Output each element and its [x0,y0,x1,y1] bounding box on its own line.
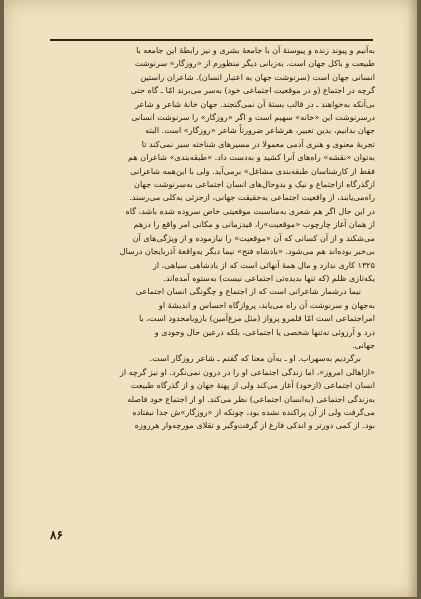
paragraph-start-line: نیما درشمار شاعرانی است که از اجتماع و چگونگی انسان اجتماعی [135,286,361,297]
text-line: گرچه در اجتماع (و در موقعیت اجتماعی خود) به‌سر می‌برند امّا ـ گاه حتی [130,85,375,96]
header-rule [50,39,373,41]
text-line: جهان بدانیم، بدین تعبیر، هرشاعر ضرورتاً شاعر «روزگار» است. البته [145,125,375,136]
text-line: انسان اجتماعی (ازخود) آغاز می‌کند ولی از پهنهٔ جهان و از گذرگاه طبیعت [130,380,375,391]
text-line: امراجتماعی است امّا قلمرو پرواز (مثل مرغ‌آمین) بازوبامحدود است، با [139,313,375,324]
text-line: بی‌خبر بوده‌اند هم می‌شود. «بادشاه فتح» نیما دیگر به‌واقعهٔ آذربایجان درسال [119,246,375,257]
text-line: می‌شکند و از آن کسانی که آن «موقعیت» را نیازموده و از ویژگی‌های آن [132,232,375,243]
text-line: طبیعت و باکل جهان است. به‌زبانی دیگر منظورم از «روزگار» سرنوشت [134,58,375,69]
text-line: به‌آنیم و پیوند زنده و پیوستهٔ آن با جامعهٔ بشری و نیز رابطهٔ این جامعه با [136,45,375,55]
text-line: در این حال اگر هم شعری به‌مناسبت موقعیتی خاص سروده شده باشد، گاه [125,205,375,216]
text-line: انسانی جهان است (سرنوشت جهان به اعتبار انسان). شاعران راستین [140,71,375,82]
text-line: بی‌آنکه به‌خواهند ـ در قالب بستهٔ آن نمی‌گنجند. جهان خانهٔ شاعر و شاعر [135,98,375,109]
text-line: جهانی. [352,339,375,350]
page-edge-shadow [407,0,417,597]
text-line: راه‌می‌یابند، از واقعیت اجتماعی به‌حقیقت جهانی، ازجزئی به‌کلی می‌رسند. [129,192,375,203]
text-line: یکه‌تازی ظلم (که تنها بدیده‌تی اجتماعی نیست) به‌ستوه آمده‌اند. [163,272,375,283]
text-line: فقط از کارشناسان طبقه‌بندی مشاغل» برمی‌آید. ولی با این‌همه شاعرانی [130,165,375,176]
text-line: می‌گرفت ولی از آن پراکنده نشده بود، چونکه از «روزگار»ش جدا نبفتاده [132,406,375,417]
page-number: ۸۶ [50,528,63,542]
text-line: تجربهٔ معنوی و هنری آدمی معمولا در مسیرهای شناخته سیر نمی‌کند تا [141,138,375,149]
text-line: ۱۳۲۵ کاری ندارد و مال همهٔ آنهائی است که از بادشاهی سیاهی، از [152,259,375,270]
text-line: درسرنوشت این «خانه» سهیم است و اگر «روزگار» را سرنوشت انسانی [131,112,375,123]
text-line: بود. از کمی دورتر و اندکی فارغ از گرفت‌وگیر و تقلای مورچه‌وار هرروزه [134,420,375,431]
text-line: به‌زندگی اجتماعی (به‌انسان اجتماعی) نظر می‌کند. او از اجتماع خود فاصله [127,393,375,404]
text-line: به‌توان «نقشه» راه‌های آنرا کشید و به‌دست داد. «طبقه‌بندی» شاعران هم [128,152,375,163]
body-text [48,44,375,433]
paragraph-start-line: برگردیم به‌سهراب. او ـ به‌آن معنا که گفتم ـ شاعر روزگار است. [149,353,361,364]
text-line: درد و آرزوئی نه‌تنها شخصی یا اجتماعی، بلکه درعین حال وجودی و [154,326,375,337]
text-line: «ازاهالی امروز»، اما زندگی اجتماعی او را در درون نمی‌نگرد. او نیز گرچه از [119,366,375,377]
text-line: از همان آغاز چارچوب «موقعیت»را، قیدزمانی و مکانی امر واقع را درهم [133,219,375,230]
book-page [4,0,417,597]
text-line: ازگذرگاه ازاجتماع و نیک و بدوحال‌های انسان اجتماعی به‌سرنوشت جهان [134,179,375,190]
text-line: به‌جهان و سرنوشت آن راه می‌یابد، پروازگاه احساس و اندیشهٔ او [158,299,375,310]
